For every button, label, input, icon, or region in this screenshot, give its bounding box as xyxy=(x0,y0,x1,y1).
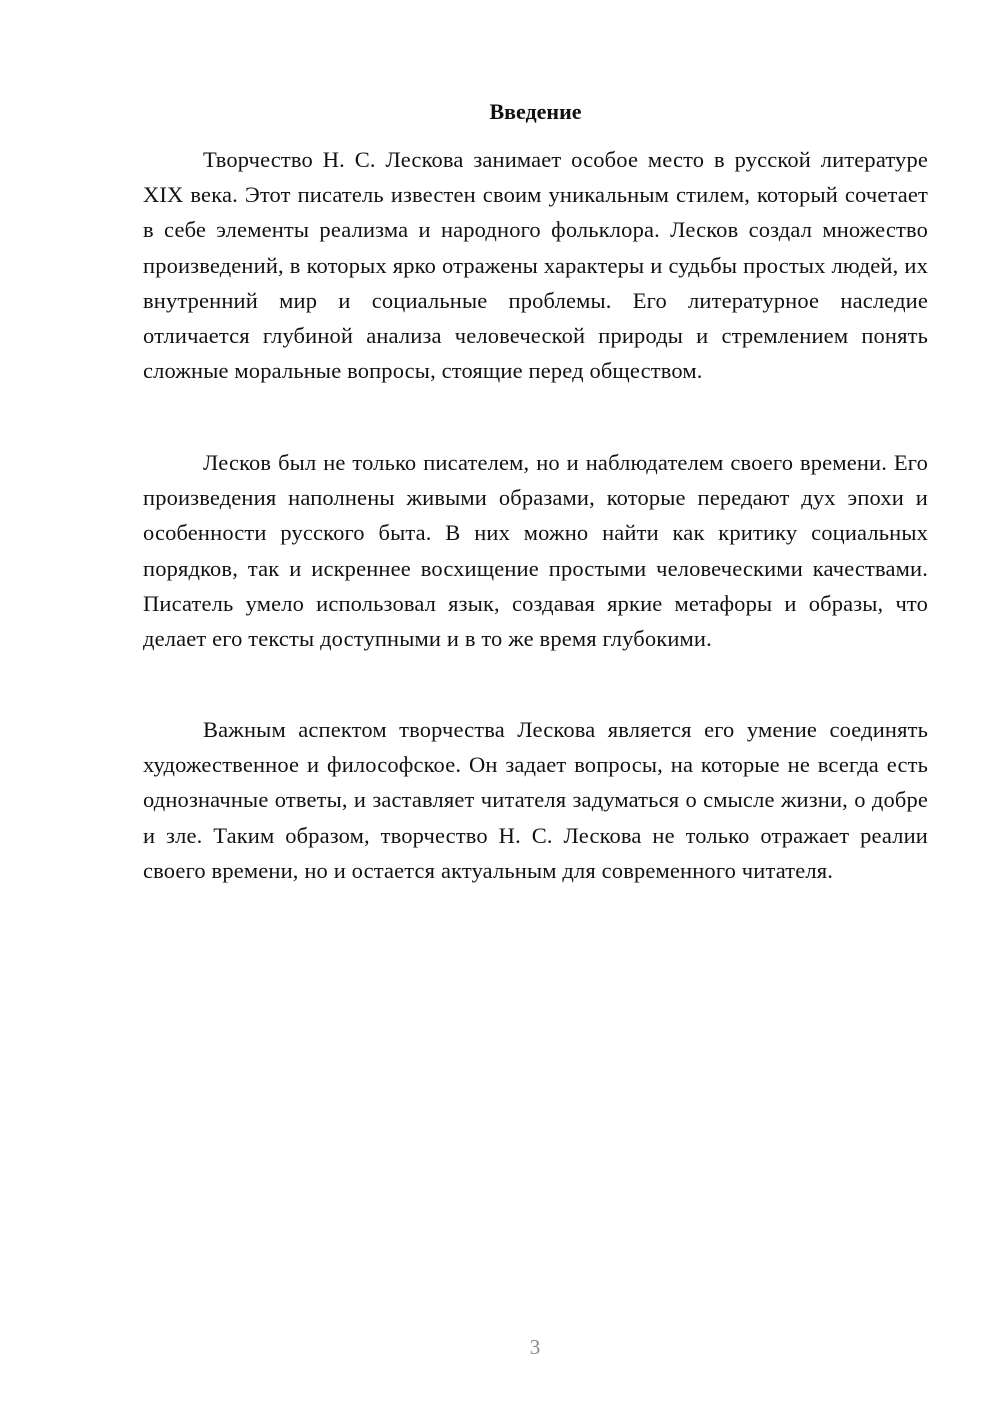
paragraph-1: Творчество Н. С. Лескова занимает особое место в русской литературе XIX века. Этот писатель известен своим уникальным стилем, который сочетает в себе элементы реализма и народного фольклора. Лесков создал множество произведений, в которых ярко отражены характеры и судьбы простых людей, их внутренний мир и социальные проблемы. Его литературное наследие отличается глубиной анализа человеческой природы и стремлением понять сложные моральные вопросы, стоящие перед обществом. xyxy=(143,147,928,384)
page-title: Введение xyxy=(489,99,582,124)
paragraph-3: Важным аспектом творчества Лескова является его умение соединять художественное и философское. Он задает вопросы, на которые не всегда есть однозначные ответы, и заставляет читателя задуматься о смысле жизни, о добре и зле. Таким образом, творчество Н. С. Лескова не только отражает реалии своего времени, но и остается актуальным для современного читателя. xyxy=(143,717,928,883)
paragraph-2: Лесков был не только писателем, но и наблюдателем своего времени. Его произведения наполнены живыми образами, которые передают дух эпохи и особенности русского быта. В них можно найти как критику социальных порядков, так и искреннее восхищение простыми человеческими качествами. Писатель умело использовал язык, создавая яркие метафоры и образы, что делает его тексты доступными и в то же время глубокими. xyxy=(143,450,928,652)
page-number: 3 xyxy=(529,1335,541,1359)
